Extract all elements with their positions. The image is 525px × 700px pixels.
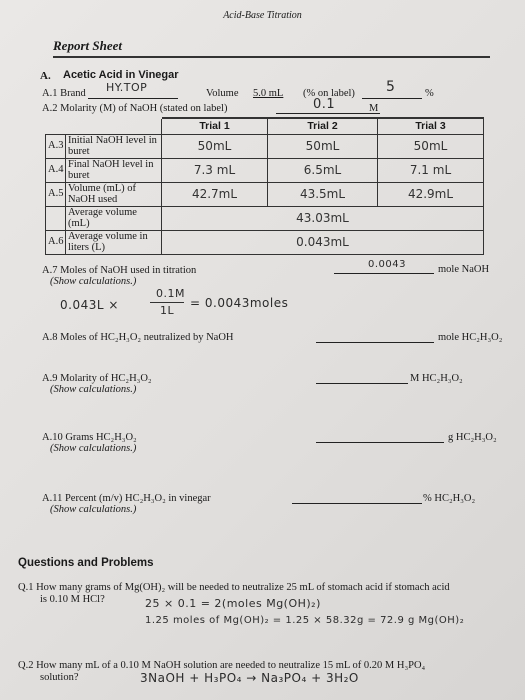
average-liters-value: 0.043mL [162,231,484,255]
a10-unit: g HC₂H₃O₂ [448,432,497,443]
row-label: Volume (mL) of NaOH used [66,183,162,207]
a10-answer-line [316,442,444,443]
a9-unit: M HC₂H₃O₂ [410,373,463,384]
report-title-rule [53,56,490,58]
trial-3-value: 50mL [378,135,484,159]
q2-text-line2: solution? [40,672,79,683]
a2-line [276,113,380,114]
trial-1-value: 7.3 mL [162,159,268,183]
q2-work: 3NaOH + H₃PO₄ → Na₃PO₄ + 3H₂O [140,671,359,685]
a11-sub: (Show calculations.) [50,504,137,515]
a11-answer-line [292,503,422,504]
trial-3-value: 7.1 mL [378,159,484,183]
a1-brand-value: HY.TOP [106,81,148,94]
row-number: A.4 [46,159,66,183]
q1-text-line2: is 0.10 M HCl? [40,594,105,605]
table-row [46,159,484,183]
report-sheet-title: Report Sheet [53,38,122,53]
a1-percent-value: 5 [386,79,396,95]
table-row [46,207,484,231]
a8-answer-line [316,342,434,343]
a11-unit: % HC₂H₃O₂ [423,493,476,504]
row-number: A.6 [46,231,66,255]
trial-2-value: 50mL [268,135,378,159]
sheet-header-title: Acid-Base Titration [223,10,302,21]
a7-work-left: 0.043L × [60,298,119,312]
a9-label: A.9 Molarity of HC₂H₃O₂ [42,373,152,384]
a10-sub: (Show calculations.) [50,443,137,454]
row-number: A.5 [46,183,66,207]
row-number: A.3 [46,135,66,159]
q1-work-line1: 25 × 0.1 = 2(moles Mg(OH)₂) [145,597,321,610]
a1-volume-label: Volume [206,88,239,99]
a7-fraction-bar [150,302,184,303]
a2-unit: M [369,103,379,114]
a1-volume-value: 5.0 mL [253,88,284,99]
a7-answer-line [334,273,434,274]
a7-work-denominator: 1L [160,304,175,317]
a1-label-note: (% on label) [303,88,355,99]
questions-title: Questions and Problems [18,557,154,569]
q1-text-line1: Q.1 How many grams of Mg(OH)₂ will be needed to neutralize 25 mL of stomach acid if stomach acid [18,582,450,593]
trial-1-value: 50mL [162,135,268,159]
a11-label: A.11 Percent (m/v) HC₂H₃O₂ in vinegar [42,493,211,504]
table-row [46,231,484,255]
a2-label: A.2 Molarity (M) of NaOH (stated on label) [42,103,228,114]
trial-1-value: 42.7mL [162,183,268,207]
row-label: Final NaOH level in buret [66,159,162,183]
trial-2-value: 43.5mL [268,183,378,207]
a2-value: 0.1 [313,97,336,112]
a8-unit: mole HC₂H₃O₂ [438,332,503,343]
q1-work-line2: 1.25 moles of Mg(OH)₂ = 1.25 × 58.32g = 72.9 g Mg(OH)₂ [145,615,465,626]
a7-work-numerator: 0.1M [156,287,185,300]
average-volume-value: 43.03mL [162,207,484,231]
row-label: Initial NaOH level in buret [66,135,162,159]
section-a-label: A. [40,70,51,82]
a1-percent-sign: % [425,88,434,99]
a7-answer-value: 0.0043 [368,259,406,270]
trial-1-header: Trial 1 [162,118,268,135]
row-label: Average volume in liters (L) [66,231,162,255]
a8-label: A.8 Moles of HC₂H₃O₂ neutralized by NaOH [42,332,234,343]
table-row [46,183,484,207]
trial-2-value: 6.5mL [268,159,378,183]
row-number [46,207,66,231]
trial-3-header: Trial 3 [378,118,484,135]
trial-2-header: Trial 2 [268,118,378,135]
a1-percent-line [362,98,422,99]
a9-answer-line [316,383,408,384]
a9-sub: (Show calculations.) [50,384,137,395]
q2-text-line1: Q.2 How many mL of a 0.10 M NaOH solution are needed to neutralize 15 mL of 0.20 M H₃PO₄ [18,660,426,671]
table-row [46,135,484,159]
a7-unit: mole NaOH [438,264,490,275]
a7-label: A.7 Moles of NaOH used in titration [42,265,197,276]
row-label: Average volume (mL) [66,207,162,231]
section-a-heading: Acetic Acid in Vinegar [63,69,179,81]
a7-work-right: = 0.0043moles [190,296,289,310]
a7-sub: (Show calculations.) [50,276,137,287]
a1-brand-line [88,98,178,99]
trial-data-table [45,117,484,255]
trial-3-value: 42.9mL [378,183,484,207]
a1-brand-label: A.1 Brand [42,88,86,99]
a10-label: A.10 Grams HC₂H₃O₂ [42,432,137,443]
table-header-row [46,118,484,135]
